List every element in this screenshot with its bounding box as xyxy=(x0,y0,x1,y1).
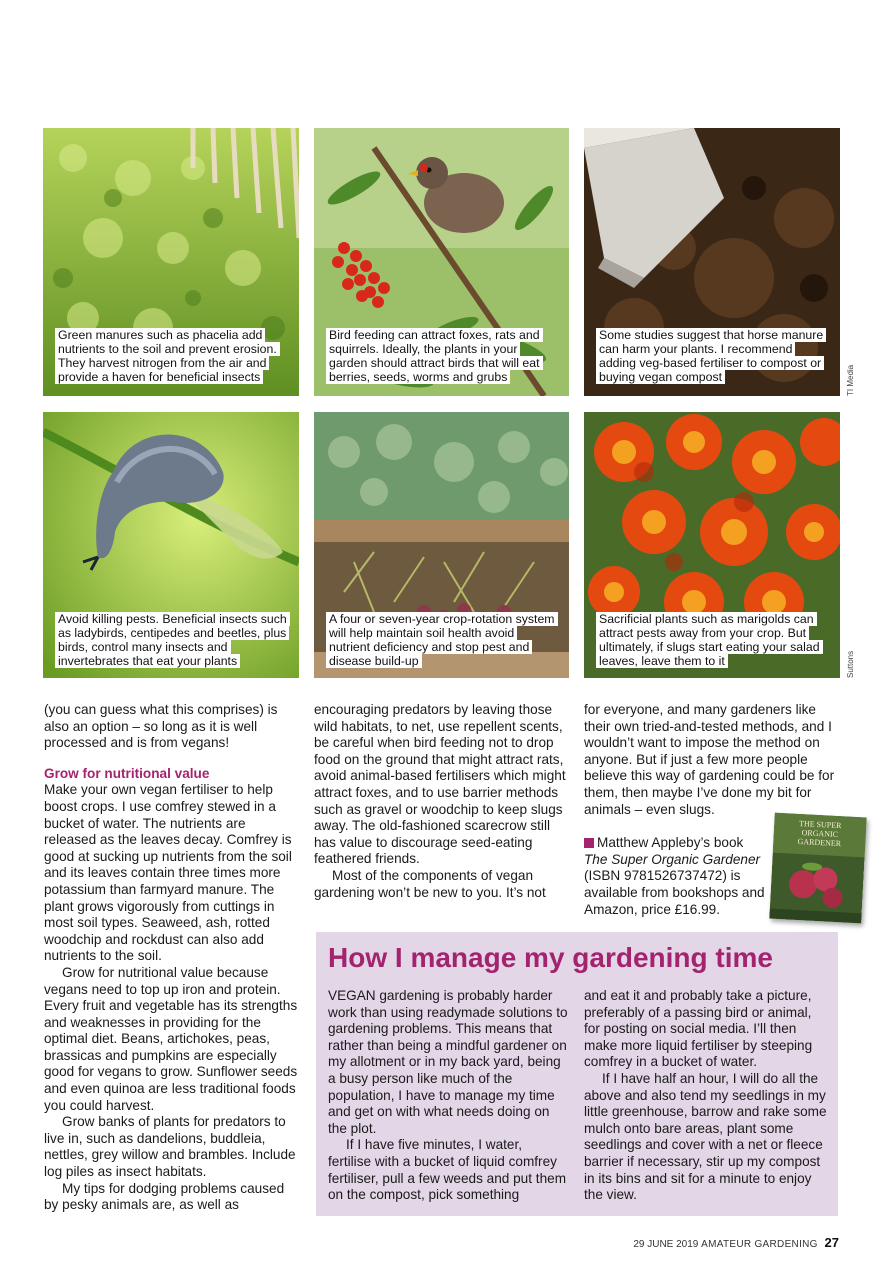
photo-green-manure xyxy=(43,128,299,396)
photo-bird-berries xyxy=(314,128,569,396)
photo-slug xyxy=(43,412,299,678)
paragraph: Make your own vegan fertiliser to help boost crops. I use comfrey stewed in a bucket of water. The nutrients are released as the leaves decay. Comfrey is good at sucking up nutrients from the soil and its leaves contain three times more potassium than farmyard manure. The plant grows vigorously from cuttings in most soil types. Seaweed, ash, rotted woodchip and rockdust can also add nutrients to the soil. xyxy=(44,782,292,964)
photo-marigolds xyxy=(584,412,840,678)
photo-credit: Suttons xyxy=(846,650,855,678)
section-heading: Grow for nutritional value xyxy=(44,765,210,781)
photo-spade-compost xyxy=(584,128,840,396)
book-details: (ISBN 9781526737472) is available from bookshops and Amazon, price £16.99. xyxy=(584,868,765,917)
photo-credit: TI Media xyxy=(846,364,855,396)
book-info xyxy=(584,835,768,918)
caption: A four or seven-year crop-rotation system will help maintain soil health avoid nutrient deficiency and stop pest and disease build-up xyxy=(326,612,558,668)
sidebar-box xyxy=(316,932,838,1216)
caption: Green manures such as phacelia add nutrients to the soil and prevent erosion. They harvest nitrogen from the air and provide a haven for beneficial insects xyxy=(55,328,280,384)
column-1 xyxy=(44,702,299,1214)
paragraph: If I have five minutes, I water, fertilise with a bucket of liquid comfrey fertiliser, pull a few weeds and put them on the compost, pick something xyxy=(328,1137,567,1203)
book-cover-title-3: GARDENER xyxy=(797,836,842,849)
paragraph: My tips for dodging problems caused by pesky animals are, as well as xyxy=(44,1180,285,1213)
magazine-name: AMATEUR GARDENING xyxy=(701,1239,818,1250)
paragraph: for everyone, and many gardeners like their own tried-and-tested methods, and I wouldn’t want to impose the method on anyone. But if just a few more people believe this way of gardening could be for them, then maybe I’ve done my bit for animals – even slugs. xyxy=(584,702,835,817)
paragraph: Most of the components of vegan gardening won’t be new to you. It’s not xyxy=(314,867,546,900)
paragraph: encouraging predators by leaving those wild habitats, to net, use repellent scents, be careful when bird feeding not to drop food on the ground that might attract rats, avoid animal-based fertilisers which might attract foxes, and to use barrier methods such as gravel or woodchip to keep slugs away. The old-fashioned scarecrow still has value to discourage seed-eating feathered friends. xyxy=(314,702,566,867)
issue-date: 29 JUNE 2019 xyxy=(633,1239,699,1250)
box-title: How I manage my gardening time xyxy=(328,942,773,973)
caption: Avoid killing pests. Beneficial insects such as ladybirds, centipedes and beetles, plus birds, control many insects and invertebrates that eat your plants xyxy=(55,612,290,668)
book-title: The Super Organic Gardener xyxy=(584,851,761,867)
paragraph: If I have half an hour, I will do all the above and also tend my seedlings in my little greenhouse, barrow and rake some mulch onto bare areas, plant some seedlings and cover with a net or fleece barrier if necessary, stir up my compost in its bins and sit for a minute to enjoy the view. xyxy=(584,1070,827,1203)
paragraph: VEGAN gardening is probably harder work than using readymade solutions to gardening problems. This means that rather than being a mindful gardener on my allotment or in my back yard, being a busy person like much of the population, I have to manage my time and get on with what needs doing on the plot. xyxy=(328,988,568,1136)
page-footer xyxy=(633,1235,839,1250)
caption: Some studies suggest that horse manure can harm your plants. I recommend adding veg-based fertiliser to compost or buying vegan compost xyxy=(596,328,826,384)
book-cover xyxy=(769,813,866,924)
bullet-square-icon xyxy=(584,838,594,848)
box-column-right xyxy=(584,988,828,1204)
caption: Sacrificial plants such as marigolds can attract pests away from your crop. But ultimately, if slugs start eating your salad leaves, leave them to it xyxy=(596,612,823,668)
column-2 xyxy=(314,702,570,901)
paragraph: and eat it and probably take a picture, preferably of a passing bird or animal, for posting on social media. I’ll then make more liquid fertiliser by steeping comfrey in a bucket of water. xyxy=(584,988,813,1070)
page-number: 27 xyxy=(824,1235,839,1250)
book-cover-title-2: ORGANIC xyxy=(801,828,839,839)
photo-raised-beds xyxy=(314,412,569,678)
paragraph: Grow for nutritional value because vegans need to top up iron and protein. Every fruit and vegetable has its strengths and weaknesses in providing for the optimal diet. Beans, artichokes, peas, brassicas and pumpkins are especially good for vegans to grow. Sunflower seeds and even quinoa are less traditional foods you could harvest. xyxy=(44,964,298,1113)
caption: Bird feeding can attract foxes, rats and squirrels. Ideally, the plants in your garden should attract birds that will eat berries, seeds, worms and grubs xyxy=(326,328,543,384)
book-author: Matthew Appleby’s book xyxy=(597,835,744,851)
paragraph: Grow banks of plants for predators to live in, such as dandelions, buddleia, nettles, grey willow and brambles. Include log piles as insect habitats. xyxy=(44,1114,296,1180)
book-cover-title-1: THE SUPER xyxy=(798,818,842,831)
box-column-left xyxy=(328,988,568,1204)
paragraph: (you can guess what this comprises) is also an option – so long as it is well processed and is from vegans! xyxy=(44,702,278,751)
